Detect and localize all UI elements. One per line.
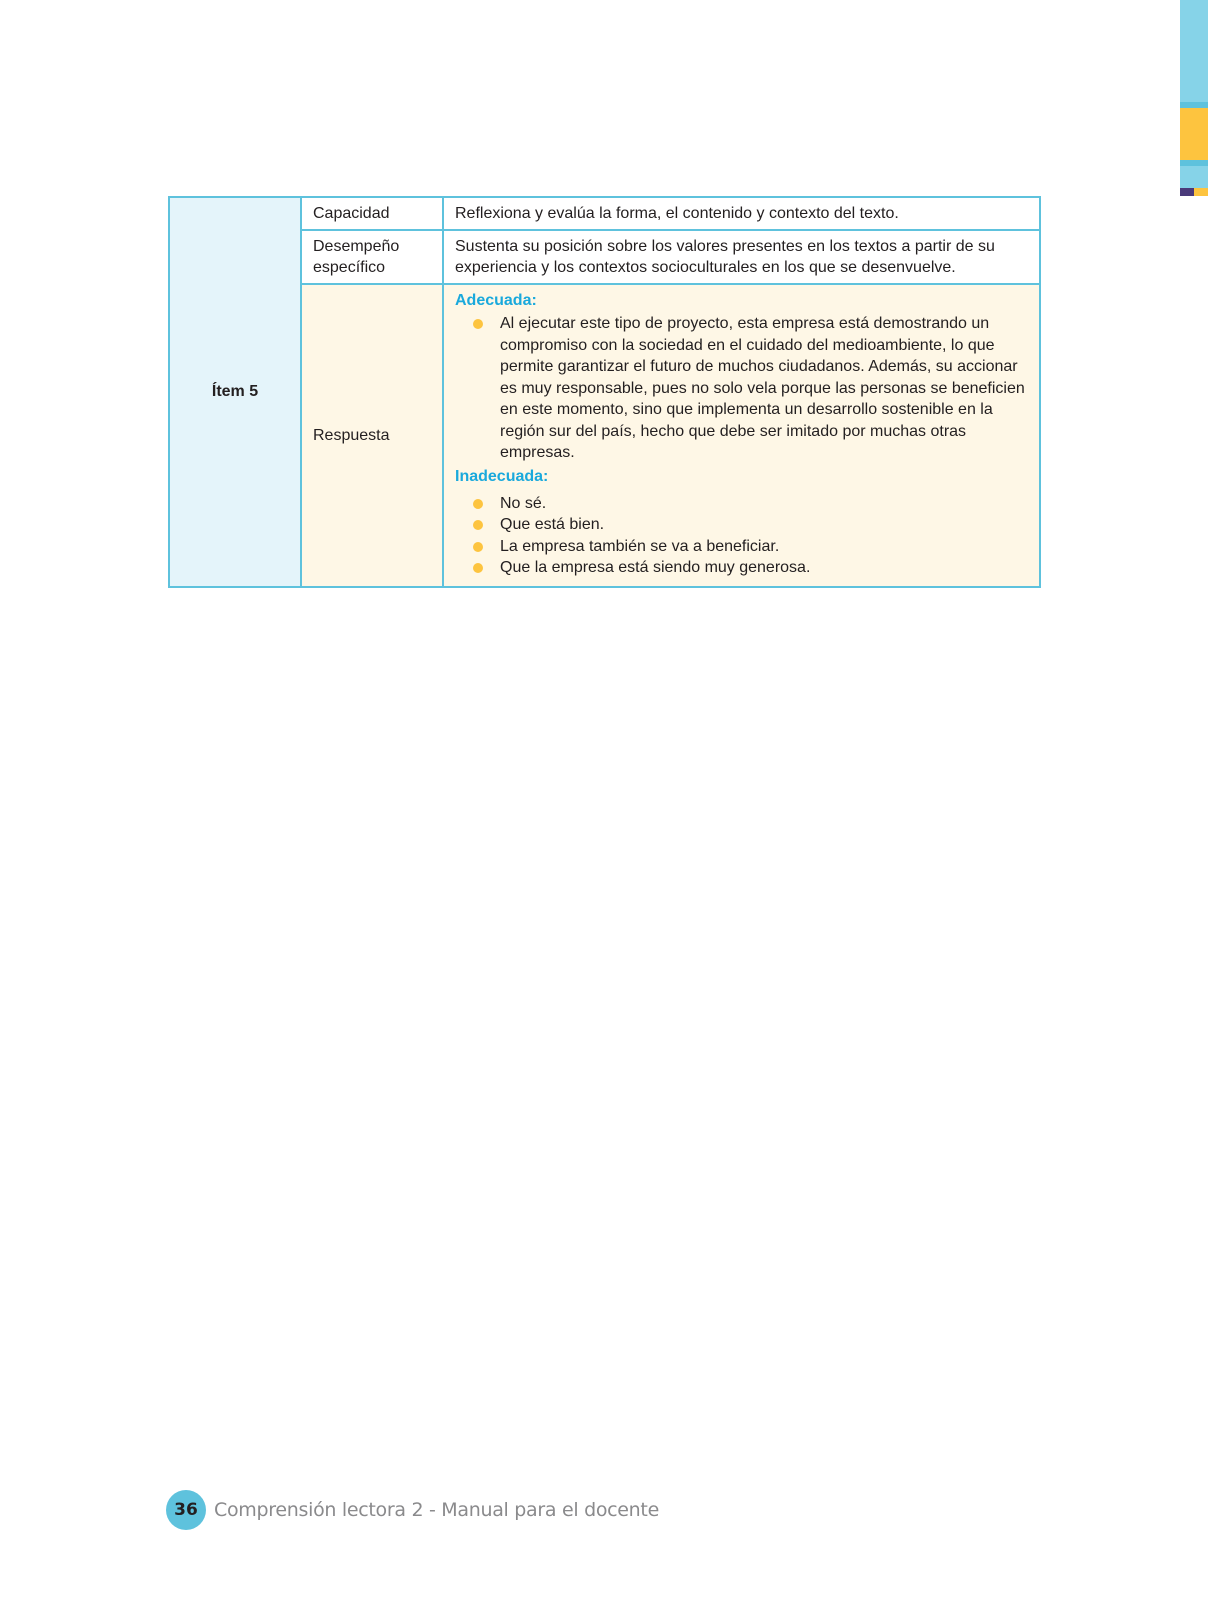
desempeno-label-cell [301,230,443,284]
inadequate-list [455,493,1028,579]
page-number-badge [166,1490,206,1530]
page-footer [166,1490,659,1530]
inadequate-item-text: Que la empresa está siendo muy generosa. [500,559,811,576]
list-item [500,493,1028,515]
bullet-dot-icon [473,319,483,329]
table-row-capacidad [169,197,1040,230]
bullet-dot-icon [473,520,483,530]
respuesta-label-cell [301,284,443,587]
bullet-dot-icon [473,542,483,552]
adequate-heading: Adecuada: [455,292,537,309]
page-number: 36 [174,1500,198,1520]
respuesta-content-cell [443,284,1040,587]
adequate-item-text: Al ejecutar este tipo de proyecto, esta empresa está demostrando un compromiso con la sociedad en el cuidado del medioambiente, lo que permite garantizar el futuro de muchos ciudadanos. Además, su accionar es muy responsable, pues no solo vela porque las personas se beneficien en este momento, sino que implementa un desarrollo sostenible en la región sur del país, hecho que debe ser imitado por muchas otras empresas. [500,315,1025,461]
edge-tab-blue-segment [1180,166,1208,188]
edge-tab-yellow-marker [1194,188,1208,196]
list-item [500,514,1028,536]
inadequate-item-text: No sé. [500,494,547,512]
capacidad-content-cell [443,197,1040,230]
list-item [500,557,1028,579]
respuesta-label: Respuesta [313,426,390,444]
desempeno-content-cell [443,230,1040,284]
edge-tab-decoration [1180,0,1208,200]
list-item [500,536,1028,558]
bullet-dot-icon [473,499,483,509]
edge-tab-purple-marker [1180,188,1194,196]
capacidad-label-cell [301,197,443,230]
footer-book-title: Comprensión lectora 2 - Manual para el docente [214,1499,659,1521]
inadequate-item-text: La empresa también se va a beneficiar. [500,537,780,555]
capacidad-content: Reflexiona y evalúa la forma, el contenido y contexto del texto. [455,205,899,222]
desempeno-label-line2: específico [313,259,386,276]
desempeno-content: Sustenta su posición sobre los valores presentes en los textos a partir de su experiencia y los contextos socioculturales en los que se desenvuelve. [455,238,995,276]
edge-tab-blue-segment [1180,0,1208,102]
inadequate-heading: Inadecuada: [455,467,549,485]
item-label-cell [169,197,301,587]
edge-tab-yellow-segment [1180,108,1208,160]
rubric-table [168,196,1041,588]
capacidad-label: Capacidad [313,205,390,222]
item-label: Ítem 5 [211,383,259,401]
inadequate-item-text: Que está bien. [500,516,605,533]
desempeno-label-line1: Desempeño [313,238,400,255]
bullet-dot-icon [473,563,483,573]
list-item [500,313,1028,464]
adequate-list [455,313,1028,464]
